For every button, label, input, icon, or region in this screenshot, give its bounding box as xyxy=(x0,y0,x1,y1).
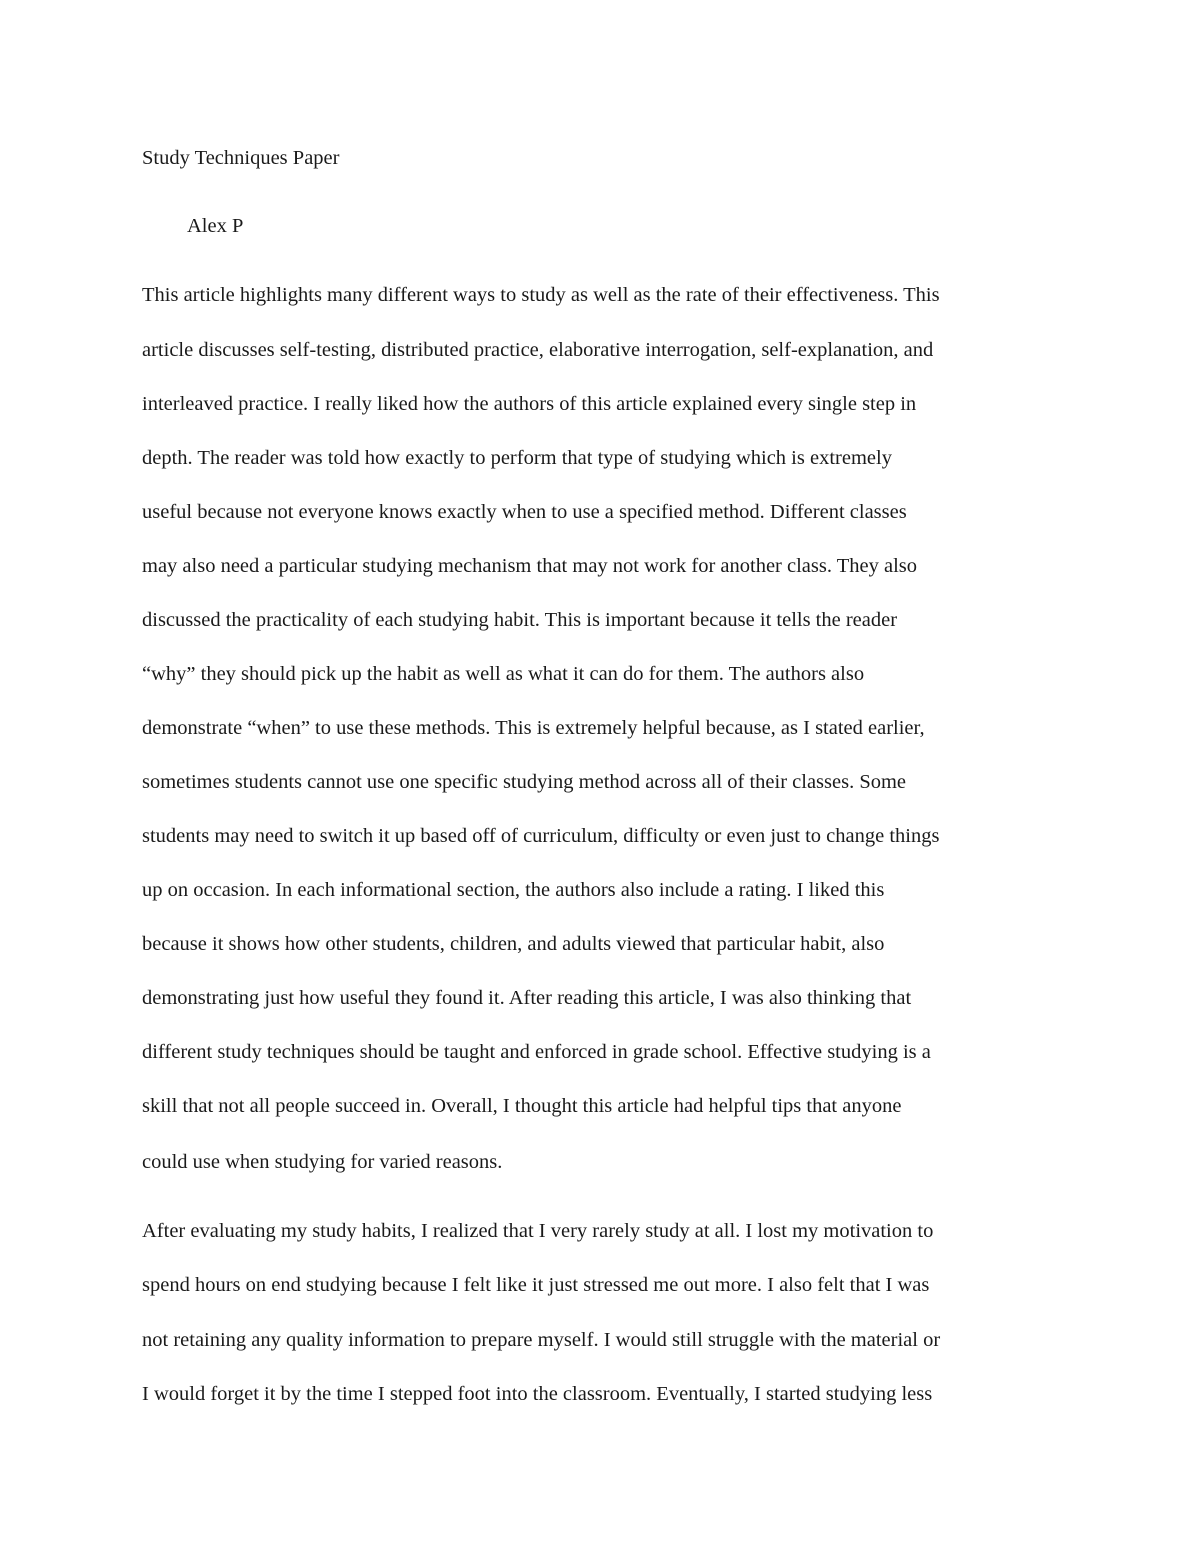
paragraph-line: After evaluating my study habits, I realized that I very rarely study at all. I lost my motivation to xyxy=(142,1220,934,1242)
paragraph-line: depth. The reader was told how exactly to perform that type of studying which is extremely xyxy=(142,447,892,469)
paragraph-line: sometimes students cannot use one specific studying method across all of their classes. Some xyxy=(142,771,907,793)
paragraph-line: useful because not everyone knows exactly when to use a specified method. Different classes xyxy=(142,501,907,523)
document-author: Alex P xyxy=(187,215,244,237)
paragraph-line: spend hours on end studying because I felt like it just stressed me out more. I also felt that I was xyxy=(142,1274,930,1296)
paragraph-line: students may need to switch it up based off of curriculum, difficulty or even just to change things xyxy=(142,825,940,847)
paragraph-line: demonstrate “when” to use these methods. This is extremely helpful because, as I stated earlier, xyxy=(142,717,925,739)
paragraph-line: discussed the practicality of each studying habit. This is important because it tells the reader xyxy=(142,609,898,631)
paragraph-line: I would forget it by the time I stepped foot into the classroom. Eventually, I started studying less xyxy=(142,1383,933,1405)
paragraph-line: article discusses self-testing, distributed practice, elaborative interrogation, self-explanation, and xyxy=(142,339,934,361)
paragraph-line: This article highlights many different ways to study as well as the rate of their effectiveness. This xyxy=(142,284,940,306)
paragraph-line: demonstrating just how useful they found it. After reading this article, I was also thinking that xyxy=(142,987,912,1009)
paragraph-line: because it shows how other students, children, and adults viewed that particular habit, also xyxy=(142,933,885,955)
paragraph-line: skill that not all people succeed in. Overall, I thought this article had helpful tips that anyone xyxy=(142,1095,902,1117)
document-title: Study Techniques Paper xyxy=(142,147,340,169)
paragraph-line: may also need a particular studying mechanism that may not work for another class. They also xyxy=(142,555,917,577)
paragraph-line: “why” they should pick up the habit as well as what it can do for them. The authors also xyxy=(142,663,865,685)
paragraph-line: could use when studying for varied reasons. xyxy=(142,1151,503,1173)
paragraph-line: up on occasion. In each informational section, the authors also include a rating. I liked this xyxy=(142,879,885,901)
paragraph-line: not retaining any quality information to prepare myself. I would still struggle with the material or xyxy=(142,1329,941,1351)
paragraph-line: interleaved practice. I really liked how the authors of this article explained every single step in xyxy=(142,393,917,415)
paragraph-line: different study techniques should be taught and enforced in grade school. Effective studying is a xyxy=(142,1041,931,1063)
